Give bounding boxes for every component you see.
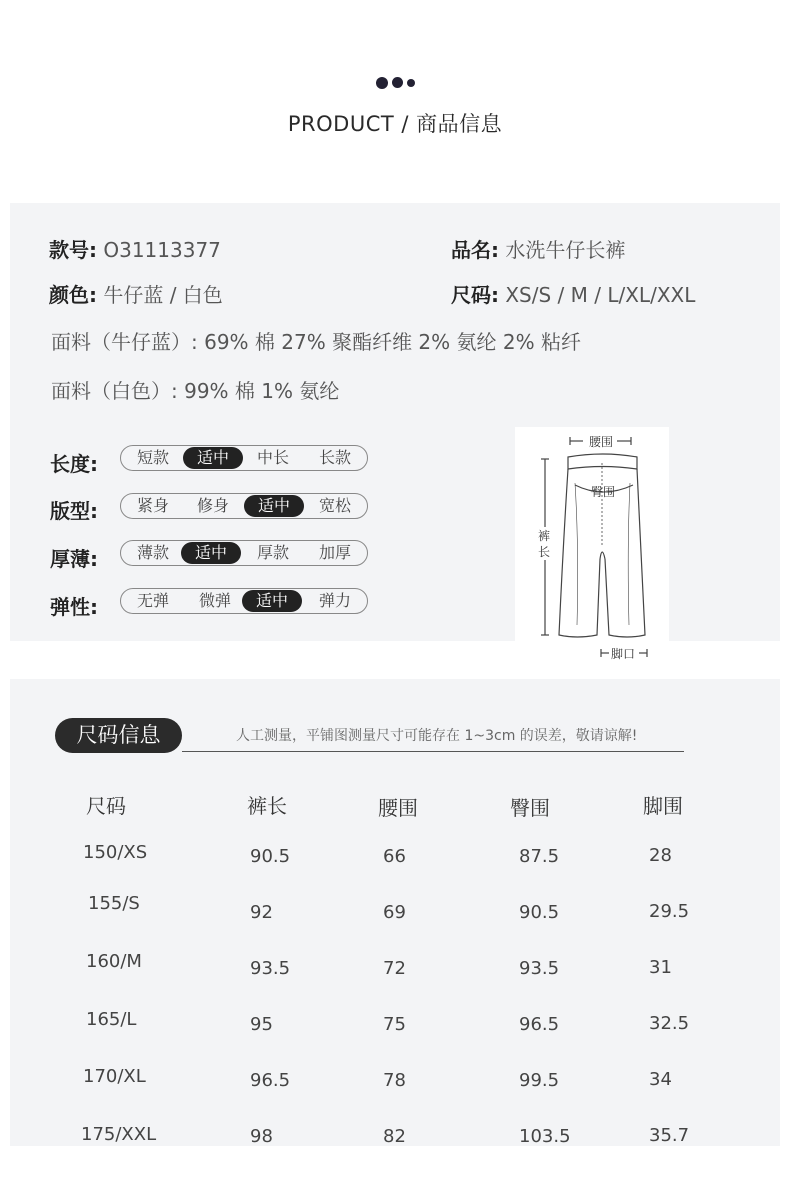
style-number-label: 款号: [49,238,97,262]
attr-option: 加厚 [318,543,351,562]
attr-option: 长款 [318,448,351,467]
column-header: 尺码 [86,794,126,818]
attr-fit-label: 版型: [50,499,98,523]
attr-option: 紧身 [136,496,169,515]
waist-cell: 82 [383,1126,406,1147]
waist-cell: 66 [383,846,406,867]
attr-option-selected: 适中 [242,590,302,612]
length-label-2: 长 [538,545,551,559]
color-label: 颜色: [49,283,97,307]
attr-option: 微弹 [198,591,231,610]
length-cell: 93.5 [250,958,291,979]
hip-cell: 93.5 [519,958,560,979]
length-cell: 95 [250,1014,273,1035]
hem-label: 脚口 [611,647,636,661]
size-cell: 150/XS [83,842,148,863]
column-header: 裤长 [247,794,287,818]
hem-cell: 35.7 [649,1125,690,1146]
attr-option-selected: 适中 [181,542,241,564]
column-header: 脚围 [643,794,683,818]
attr-option: 修身 [196,496,229,515]
attr-length-label: 长度: [50,452,98,476]
waist-label: 腰围 [589,435,614,449]
product-info-panel [10,203,780,661]
attr-elasticity-scale [120,588,368,614]
hem-cell: 34 [649,1069,672,1090]
attr-option: 弹力 [318,591,351,610]
size-value: XS/S / M / L/XL/XXL [505,283,696,307]
hem-cell: 32.5 [649,1013,690,1034]
size-cell: 160/M [86,951,142,972]
size-cell: 170/XL [83,1066,146,1087]
color-info [49,279,223,308]
size-info-title: 尺码信息 [55,718,182,753]
waist-cell: 78 [383,1070,406,1091]
hem-cell: 31 [649,957,672,978]
fabric-blue: 面料（牛仔蓝）: 69% 棉 27% 聚酯纤维 2% 氨纶 2% 粘纤 [51,330,581,354]
waist-cell: 75 [383,1014,406,1035]
product-name-label: 品名: [451,238,499,262]
size-cell: 155/S [88,893,140,914]
size-cell: 175/XXL [81,1124,157,1145]
attr-option: 短款 [136,448,169,467]
size-cell: 165/L [86,1009,137,1030]
hip-cell: 87.5 [519,846,560,867]
size-info [451,279,695,308]
fabric-white: 面料（白色）: 99% 棉 1% 氨纶 [51,379,340,403]
size-label: 尺码: [451,283,499,307]
attr-option: 无弹 [136,591,169,610]
length-cell: 92 [250,902,273,923]
attr-length-scale [120,445,368,471]
attr-fit-scale [120,493,368,519]
style-number [49,234,221,263]
attr-option: 薄款 [136,543,169,562]
attr-thickness-label: 厚薄: [50,547,98,571]
hip-cell: 96.5 [519,1014,560,1035]
length-cell: 90.5 [250,846,291,867]
hem-cell: 29.5 [649,901,690,922]
attr-elasticity-label: 弹性: [50,595,98,619]
pants-measurement-diagram [515,427,669,663]
attr-option: 中长 [256,448,289,467]
title-underline [182,751,684,752]
dot-icon [392,77,403,88]
attr-option-selected: 适中 [183,447,243,469]
hem-cell: 28 [649,845,672,866]
attr-option: 厚款 [256,543,289,562]
hip-label: 臀围 [591,485,616,499]
hip-cell: 99.5 [519,1070,560,1091]
attr-option-selected: 适中 [244,495,304,517]
waist-cell: 72 [383,958,406,979]
attr-option: 宽松 [318,496,351,515]
color-value: 牛仔蓝 / 白色 [103,283,223,307]
product-name [451,234,625,263]
dot-icon [376,77,388,89]
header-dots [0,72,790,88]
measurement-note: 人工测量，平铺图测量尺寸可能存在 1~3cm 的误差，敬请谅解! [236,728,638,744]
length-cell: 96.5 [250,1070,291,1091]
waist-cell: 69 [383,902,406,923]
length-cell: 98 [250,1126,273,1147]
size-chart-panel [10,679,780,1146]
hip-cell: 103.5 [519,1126,571,1147]
product-name-value: 水洗牛仔长裤 [505,238,626,262]
page-title: PRODUCT / 商品信息 [287,112,503,136]
length-label-1: 裤 [538,529,551,543]
column-header: 臀围 [510,796,550,820]
column-header: 腰围 [378,796,418,820]
attr-thickness-scale [120,540,368,566]
dot-icon [407,79,415,87]
style-number-value: O31113377 [103,238,221,262]
hip-cell: 90.5 [519,902,560,923]
